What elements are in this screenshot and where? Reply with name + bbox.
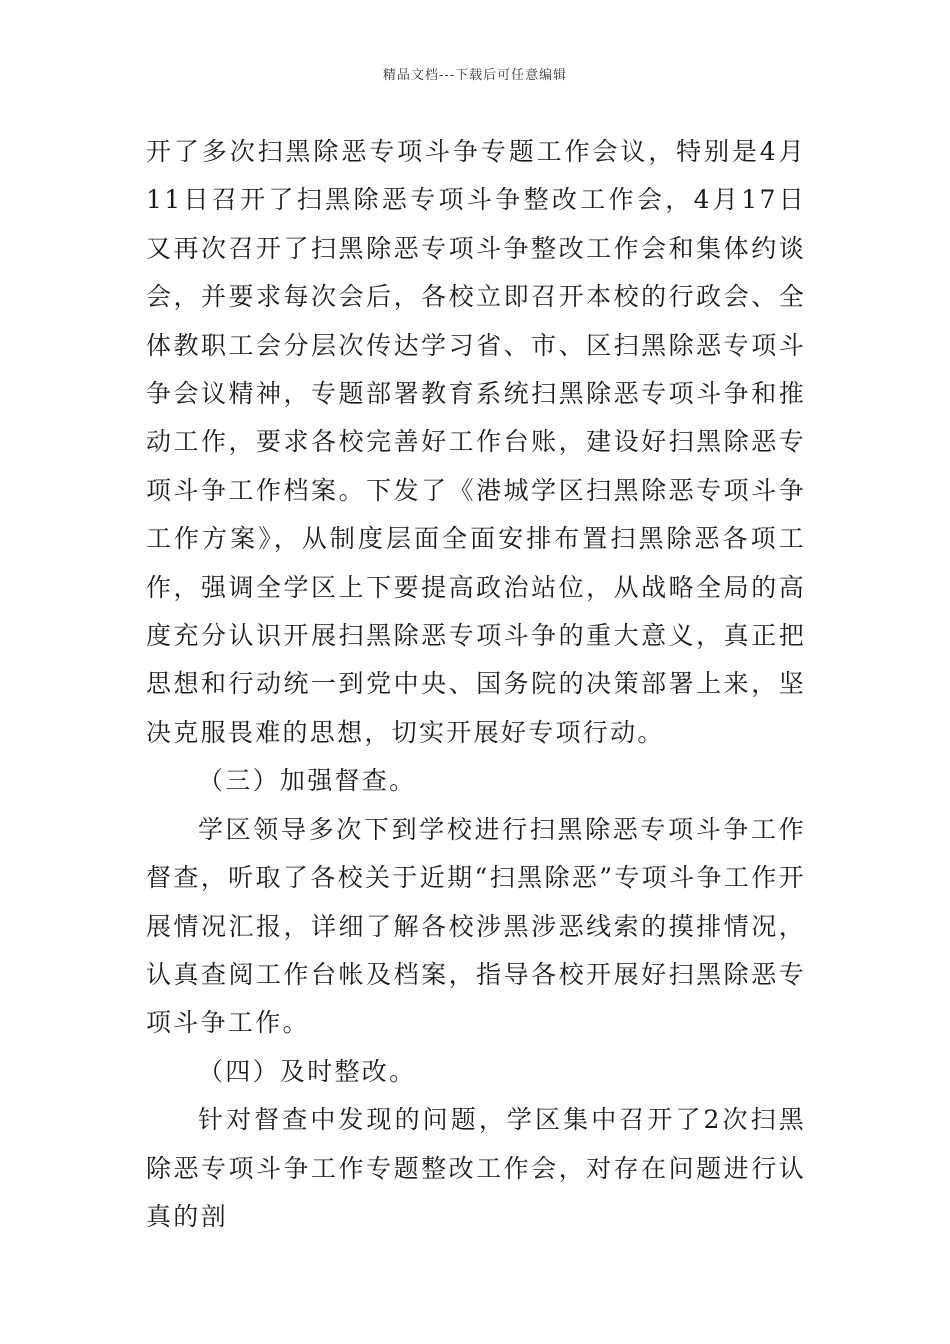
page-header: 精品文档---下载后可任意编辑 bbox=[382, 68, 568, 83]
paragraph-supervision: 学区领导多次下到学校进行扫黑除恶专项斗争工作督查，听取了各校关于近期“扫黑除恶”专项斗争工作开展情况汇报，详细了解各校涉黑涉恶线索的摸排情况，认真查阅工作台帐及档案，指导各校开展好扫黑除恶专项斗争工作。 bbox=[146, 814, 806, 1038]
document-body bbox=[146, 128, 806, 1241]
section-heading-rectification: （四）及时整改。 bbox=[198, 1056, 417, 1086]
section-heading-supervision: （三）加强督查。 bbox=[198, 766, 417, 796]
paragraph-rectification: 针对督查中发现的问题，学区集中召开了2次扫黑除恶专项斗争工作专题整改工作会，对存在问题进行认真的剖 bbox=[146, 1105, 806, 1231]
paragraph-continuation: 开了多次扫黑除恶专项斗争专题工作会议，特别是4月11日召开了扫黑除恶专项斗争整改工作会，4月17日又再次召开了扫黑除恶专项斗争整改工作会和集体约谈会，并要求每次会后，各校立即召开本校的行政会、全体教职工会分层次传达学习省、市、区扫黑除恶专项斗争会议精神，专题部署教育系统扫黑除恶专项斗争和推动工作，要求各校完善好工作台账，建设好扫黑除恶专项斗争工作档案。下发了《港城学区扫黑除恶专项斗争工作方案》，从制度层面全面安排布置扫黑除恶各项工作，强调全学区上下要提高政治站位，从战略全局的高度充分认识开展扫黑除恶专项斗争的重大意义，真正把思想和行动统一到党中央、国务院的决策部署上来，坚决克服畏难的思想，切实开展好专项行动。 bbox=[146, 137, 806, 747]
